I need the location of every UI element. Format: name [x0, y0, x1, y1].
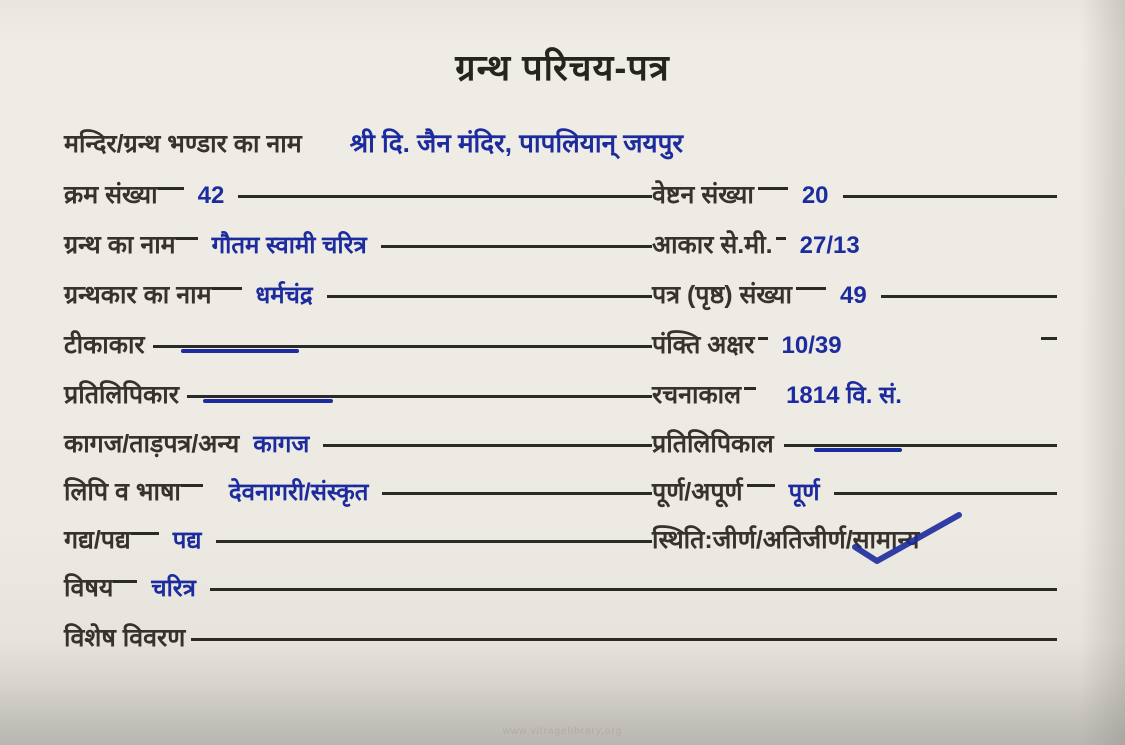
- pen-blank-mark: [181, 349, 299, 353]
- field-label-veshtan-sankhya: वेष्टन संख्या: [652, 180, 754, 209]
- field-value-bhandar: श्री दि. जैन मंदिर, पापलियान् जयपुर: [349, 128, 684, 159]
- field-label-sthiti-samanya: सामान्य: [852, 525, 920, 554]
- field-row-vishay: [64, 560, 1057, 602]
- rule-dash: [747, 484, 775, 487]
- field-value-aakar: 27/13: [799, 231, 860, 259]
- field-row-pratilipikar-rachnakal: [64, 367, 1057, 409]
- rule-dash: [758, 187, 788, 190]
- rule-dash: [181, 484, 203, 487]
- rule-line: [381, 245, 626, 248]
- rule-dash: [626, 395, 652, 398]
- pen-blank-mark: [814, 448, 902, 452]
- rule-dash: [176, 237, 198, 240]
- field-label-aakar: आकार से.मी.: [652, 230, 773, 259]
- rule-dash: [113, 580, 137, 583]
- field-row-lipi-purn: [64, 464, 1057, 506]
- rule-line: [210, 588, 1057, 591]
- rule-line: [834, 492, 1057, 495]
- field-label-gadya-padya: गद्य/पद्य: [64, 525, 131, 554]
- field-label-bhandar: मन्दिर/ग्रन्थ भण्डार का नाम: [64, 129, 302, 158]
- rule-line: [323, 444, 626, 447]
- pen-blank-mark: [203, 399, 333, 403]
- watermark-text: www.vitragelibrary.org: [502, 726, 623, 737]
- field-row-granthnaam-aakar: [64, 217, 1057, 259]
- rule-dash: [758, 337, 768, 340]
- rule-dash: [626, 444, 652, 447]
- rule-dash: [131, 532, 159, 535]
- rule-line: [881, 295, 1057, 298]
- field-value-veshtan-sankhya: 20: [801, 181, 829, 209]
- rule-dash: [626, 295, 652, 298]
- rule-dash: [626, 540, 652, 543]
- field-value-vishay: चरित्र: [151, 574, 196, 602]
- field-label-pratilipikar: प्रतिलिपिकार: [64, 380, 179, 409]
- field-row-kram-veshtan: [64, 167, 1057, 209]
- field-label-vishesh-vivaran: विशेष विवरण: [64, 623, 186, 652]
- rule-dash: [212, 287, 242, 290]
- field-label-rachnakal: रचनाकाल: [652, 380, 742, 409]
- rule-dash: [626, 245, 652, 248]
- rule-dash: [158, 187, 184, 190]
- rule-dash: [626, 492, 652, 495]
- field-row-kagaj-pratilipikaal: [64, 416, 1057, 458]
- rule-line: [382, 492, 626, 495]
- rule-line: [191, 638, 1057, 641]
- field-row-vishesh-vivaran: [64, 610, 1057, 652]
- field-label-tikakar: टीकाकार: [64, 330, 145, 359]
- sthiti-checked-option: [853, 527, 920, 555]
- field-label-kagaj: कागज/ताड़पत्र/अन्य: [64, 429, 240, 458]
- field-value-gadya-padya: पद्य: [172, 526, 202, 554]
- field-row-bhandar: [64, 116, 1057, 158]
- rule-dash: [1041, 337, 1057, 340]
- field-label-purn-apurn: पूर्ण/अपूर्ण: [652, 477, 743, 506]
- rule-dash: [796, 287, 826, 290]
- field-label-kram-sankhya: क्रम संख्या: [64, 180, 158, 209]
- field-label-lipi-bhasha: लिपि व भाषा: [64, 477, 181, 506]
- field-label-vishay: विषय: [64, 573, 114, 602]
- field-value-granthkar: धर्मचंद्र: [255, 281, 313, 309]
- field-label-sthiti: स्थिति:जीर्ण/अतिजीर्ण/: [652, 525, 853, 554]
- field-value-granth-ka-naam: गौतम स्वामी चरित्र: [211, 231, 367, 259]
- field-row-gadya-sthiti: [64, 512, 1057, 554]
- field-label-patra-sankhya: पत्र (पृष्ठ) संख्या: [652, 280, 792, 309]
- rule-line: [153, 345, 626, 348]
- rule-line: [784, 444, 1057, 447]
- rule-line: [187, 395, 626, 398]
- rule-dash: [626, 195, 652, 198]
- field-value-purn-apurn: पूर्ण: [788, 478, 820, 506]
- field-label-granthkar: ग्रन्थकार का नाम: [64, 280, 212, 309]
- field-row-granthkar-patra: [64, 267, 1057, 309]
- field-value-kram-sankhya: 42: [197, 181, 225, 209]
- rule-dash: [744, 387, 756, 390]
- page-title: ग्रन्थ परिचय-पत्र: [455, 47, 670, 88]
- rule-dash: [776, 237, 786, 240]
- rule-dash: [626, 345, 652, 348]
- field-label-pratilipikaal: प्रतिलिपिकाल: [652, 429, 774, 458]
- rule-line: [843, 195, 1057, 198]
- rule-line: [216, 540, 627, 543]
- field-label-granth-ka-naam: ग्रन्थ का नाम: [64, 230, 176, 259]
- field-value-rachnakal: 1814 वि. सं.: [786, 381, 902, 409]
- field-value-pankti-akshar: 10/39: [781, 331, 842, 359]
- field-value-lipi-bhasha: देवनागरी/संस्कृत: [228, 478, 369, 506]
- field-label-pankti-akshar: पंक्ति अक्षर: [652, 330, 755, 359]
- field-value-kagaj: कागज: [253, 430, 310, 458]
- rule-line: [238, 195, 626, 198]
- field-row-tikakar-pankti: [64, 317, 1057, 359]
- field-value-patra-sankhya: 49: [839, 281, 867, 309]
- rule-line: [327, 295, 626, 298]
